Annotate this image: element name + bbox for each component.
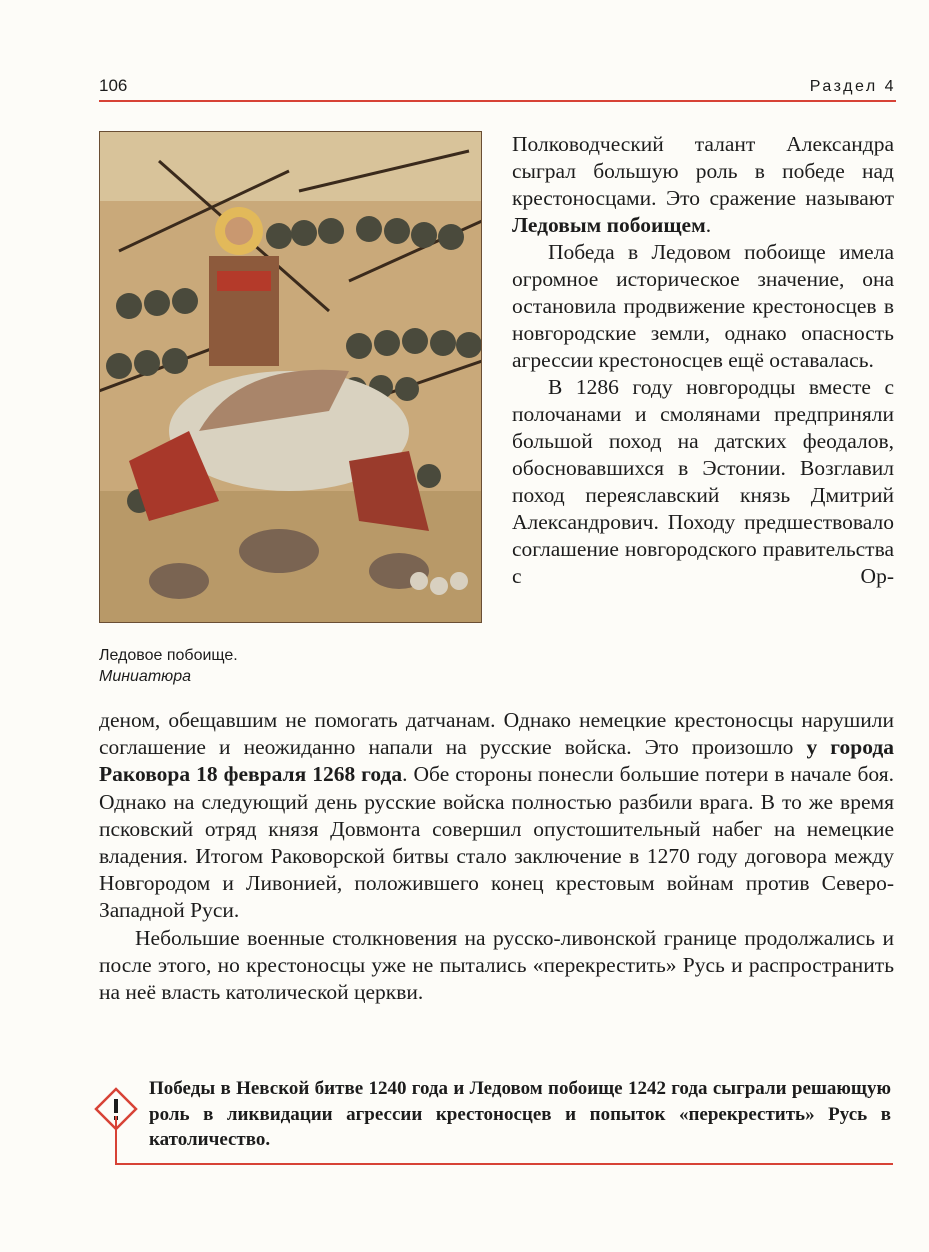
p1-bold: Ледовым побоищем (512, 213, 706, 237)
paragraph-1 (512, 131, 894, 239)
page-header (99, 72, 896, 102)
battle-miniature-image (99, 131, 482, 623)
figure-caption (99, 645, 399, 687)
paragraph-2: Победа в Ледовом побоище имела огромное историческое значение, она остановила продвижение крестоносцев в новгородские земли, однако опасность агрессии крестоносцев ещё оставалась. (512, 240, 894, 372)
p1-text: Полководческий талант Александра сыграл большую роль в победе над крестоносцами. Это сражение называют (512, 132, 894, 210)
caption-subtitle: Миниатюра (99, 668, 191, 685)
paragraph-3-start: В 1286 году новгородцы вместе с полочанами и смолянами предприняли большой поход на датских феодалов, обосновавшихся в Эстонии. Возглавил поход переяславский князь Дмитрий Александрович. Походу предшествовало соглашение новгородского правительства с Ор- (512, 375, 894, 588)
p3-bold: у города Раковора 18 февраля 1268 года (99, 735, 894, 787)
header-rule (99, 100, 896, 102)
paragraph-4: Небольшие военные столкновения на русско-ливонской границе продолжались и после этого, но крестоносцы уже не пытались «перекрестить» Русь и распространить на неё власть католической церкви. (99, 925, 894, 1005)
p1-end: . (705, 213, 712, 237)
full-width-text (99, 707, 894, 1006)
caption-title: Ледовое побоище. (99, 647, 238, 664)
note-text: Победы в Невской битве 1240 года и Ледовом побоище 1242 года сыграли решающую роль в ликвидации агрессии крестоносцев и попыток «перекрестить» Русь в католичество. (149, 1078, 891, 1150)
p3-text-b: . Обе стороны понесли большие потери в начале боя. Однако на следующий день русские войска полностью разбили врага. В то же время псковский отряд князя Довмонта совершил опустошительный набег на немецкие владения. Итогом Раковорской битвы стало заключение в 1270 году договора между Новгородом и Ливонией, положившего конец крестовым войнам против Северо-Западной Руси. (99, 762, 894, 923)
note-vertical-rule (115, 1116, 117, 1164)
page-number: 106 (99, 76, 128, 95)
key-note (93, 1076, 893, 1166)
section-label: Раздел 4 (809, 78, 896, 95)
paragraph-3-cont (99, 707, 894, 925)
p3-text-a: деном, обещавшим не помогать датчанам. Однако немецкие крестоносцы нарушили соглашение и неожиданно напали на русские войска. Это произошло (99, 708, 894, 760)
column-text (512, 131, 894, 590)
note-bottom-rule (115, 1163, 893, 1165)
